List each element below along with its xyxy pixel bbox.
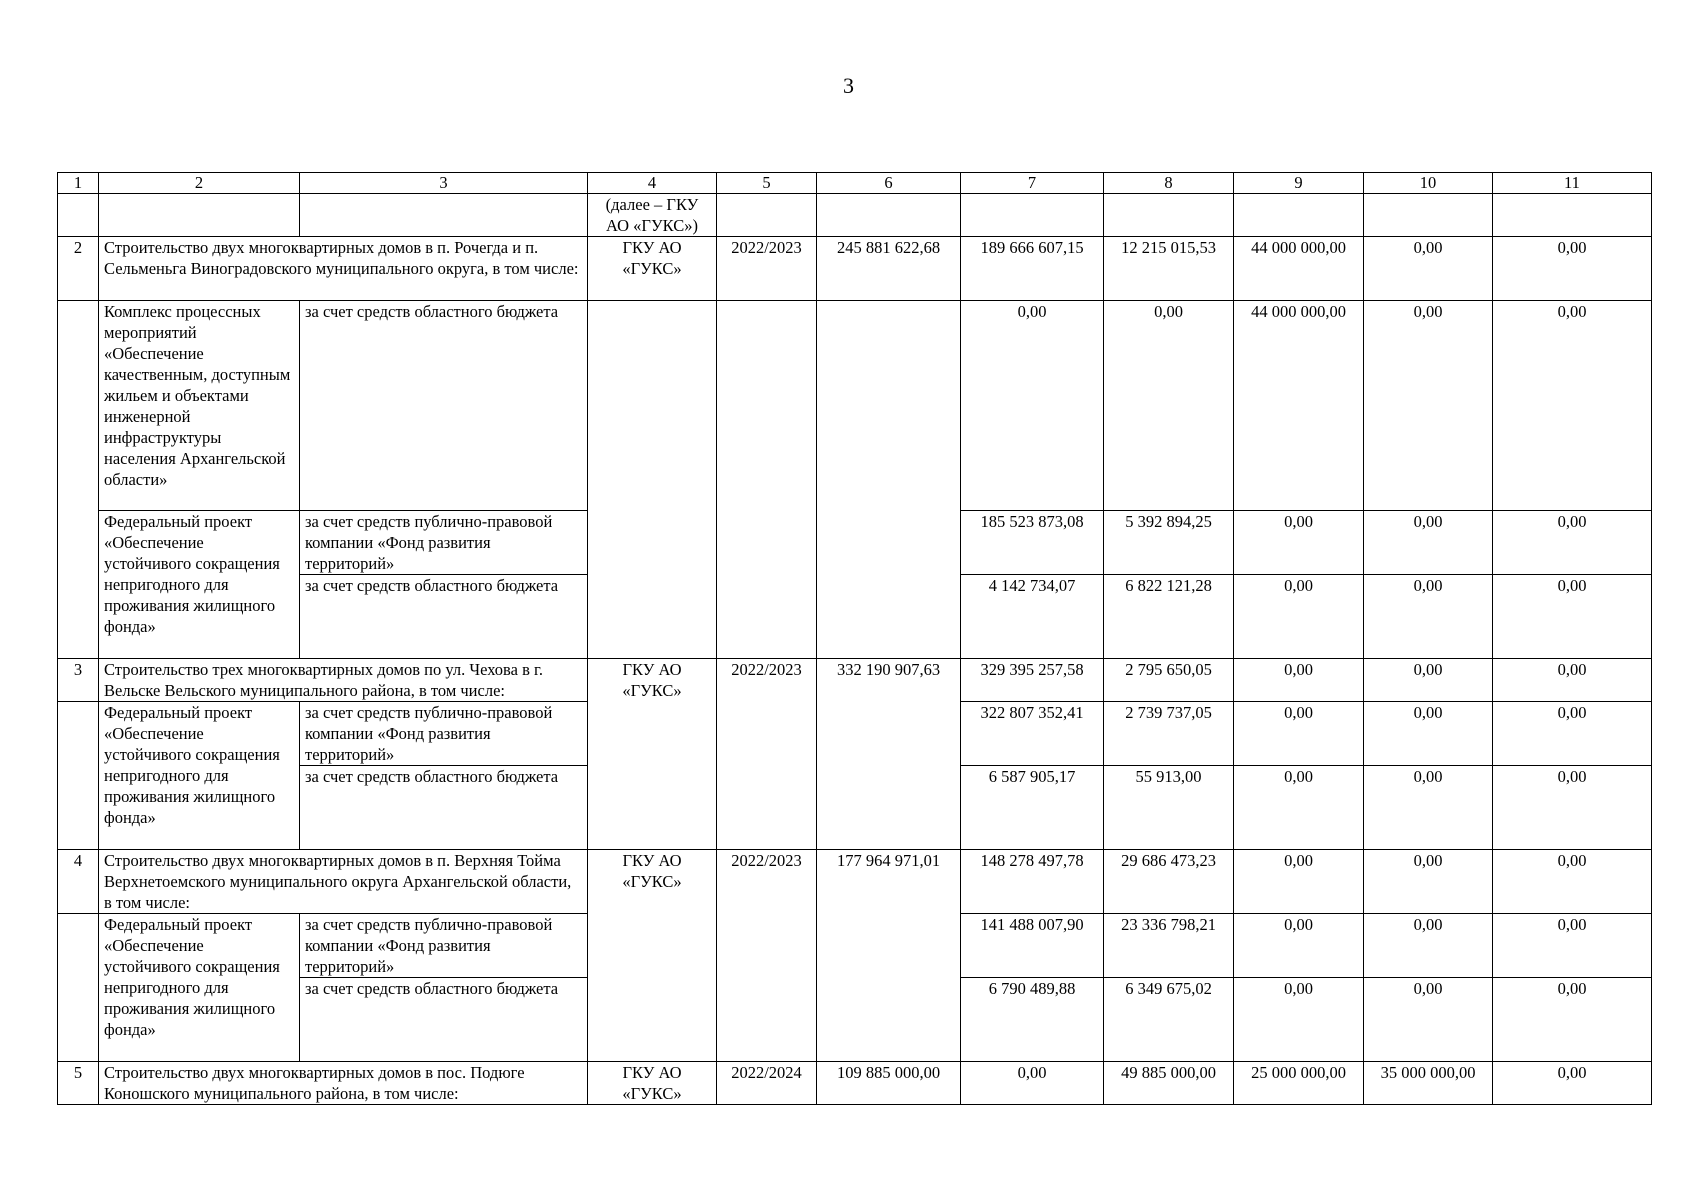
- value-col9: 44 000 000,00: [1234, 301, 1364, 511]
- value-col7: 322 807 352,41: [961, 702, 1104, 766]
- funding-source: за счет средств публично-правовой компании «Фонд развития территорий»: [300, 702, 588, 766]
- value-col7: 4 142 734,07: [961, 575, 1104, 659]
- value-col9: 0,00: [1234, 850, 1364, 914]
- value-col8: 29 686 473,23: [1104, 850, 1234, 914]
- value-col7: 189 666 607,15: [961, 237, 1104, 301]
- value-col8: 2 795 650,05: [1104, 659, 1234, 702]
- value-col10: 0,00: [1364, 301, 1493, 511]
- value-col9: 0,00: [1234, 511, 1364, 575]
- table-row: [58, 659, 1652, 702]
- funding-source: за счет средств областного бюджета: [300, 301, 588, 511]
- object-title: Строительство двух многоквартирных домов в п. Рочегда и п. Сельменьга Виноградовского муниципального округа, в том числе:: [99, 237, 588, 301]
- table-row: [58, 237, 1652, 301]
- row-number: 3: [58, 659, 99, 702]
- value-col7: 185 523 873,08: [961, 511, 1104, 575]
- program-name: Федеральный проект «Обеспечение устойчивого сокращения непригодного для проживания жилищного фонда»: [99, 702, 300, 850]
- continuation-row: [58, 194, 1652, 237]
- value-col10: 0,00: [1364, 850, 1493, 914]
- funding-source: за счет средств областного бюджета: [300, 978, 588, 1062]
- period-cell: 2022/2024: [717, 1062, 817, 1105]
- column-number: 8: [1104, 173, 1234, 194]
- value-col8: 55 913,00: [1104, 766, 1234, 850]
- value-col9: 25 000 000,00: [1234, 1062, 1364, 1105]
- value-col8: 6 349 675,02: [1104, 978, 1234, 1062]
- column-number: 6: [817, 173, 961, 194]
- value-col10: 0,00: [1364, 511, 1493, 575]
- value-col9: 0,00: [1234, 914, 1364, 978]
- value-col11: 0,00: [1493, 978, 1652, 1062]
- value-col9: 0,00: [1234, 575, 1364, 659]
- value-col10: 35 000 000,00: [1364, 1062, 1493, 1105]
- total-cost: 177 964 971,01: [817, 850, 961, 1062]
- object-title: Строительство трех многоквартирных домов по ул. Чехова в г. Вельске Вельского муниципального района, в том числе:: [99, 659, 588, 702]
- value-col8: 6 822 121,28: [1104, 575, 1234, 659]
- value-col7: 148 278 497,78: [961, 850, 1104, 914]
- value-col11: 0,00: [1493, 766, 1652, 850]
- row-number: 2: [58, 237, 99, 301]
- table-row: [58, 1062, 1652, 1105]
- value-col10: 0,00: [1364, 766, 1493, 850]
- value-col11: 0,00: [1493, 702, 1652, 766]
- value-col9: 0,00: [1234, 659, 1364, 702]
- program-name: Федеральный проект «Обеспечение устойчивого сокращения непригодного для проживания жилищного фонда»: [99, 511, 300, 659]
- budget-table: [57, 172, 1652, 1105]
- column-number: 7: [961, 173, 1104, 194]
- column-number: 9: [1234, 173, 1364, 194]
- table-row: [58, 301, 1652, 511]
- column-number: 2: [99, 173, 300, 194]
- executor-cell: ГКУ АО «ГУКС»: [588, 237, 717, 301]
- row-number: 5: [58, 1062, 99, 1105]
- value-col10: 0,00: [1364, 659, 1493, 702]
- column-number: 11: [1493, 173, 1652, 194]
- table-row: [58, 850, 1652, 914]
- page-number: 3: [843, 73, 854, 98]
- funding-source: за счет средств публично-правовой компании «Фонд развития территорий»: [300, 511, 588, 575]
- total-cost: 245 881 622,68: [817, 237, 961, 301]
- funding-source: за счет средств областного бюджета: [300, 575, 588, 659]
- value-col8: 23 336 798,21: [1104, 914, 1234, 978]
- total-cost: 109 885 000,00: [817, 1062, 961, 1105]
- column-number: 5: [717, 173, 817, 194]
- value-col7: 6 587 905,17: [961, 766, 1104, 850]
- value-col11: 0,00: [1493, 659, 1652, 702]
- period-cell: 2022/2023: [717, 237, 817, 301]
- executor-cell: (далее – ГКУ АО «ГУКС»): [588, 194, 717, 237]
- program-name: Комплекс процессных мероприятий «Обеспечение качественным, доступным жильем и объектами инженерной инфраструктуры населения Архангельской области»: [99, 301, 300, 511]
- column-number: 4: [588, 173, 717, 194]
- period-cell: 2022/2023: [717, 850, 817, 1062]
- value-col7: 329 395 257,58: [961, 659, 1104, 702]
- value-col10: 0,00: [1364, 914, 1493, 978]
- value-col11: 0,00: [1493, 914, 1652, 978]
- value-col10: 0,00: [1364, 237, 1493, 301]
- value-col10: 0,00: [1364, 978, 1493, 1062]
- value-col11: 0,00: [1493, 301, 1652, 511]
- value-col11: 0,00: [1493, 575, 1652, 659]
- total-cost: 332 190 907,63: [817, 659, 961, 850]
- column-number: 1: [58, 173, 99, 194]
- value-col9: 0,00: [1234, 702, 1364, 766]
- value-col7: 0,00: [961, 1062, 1104, 1105]
- value-col10: 0,00: [1364, 575, 1493, 659]
- value-col11: 0,00: [1493, 237, 1652, 301]
- column-number-row: [58, 173, 1652, 194]
- executor-cell: ГКУ АО «ГУКС»: [588, 850, 717, 1062]
- value-col11: 0,00: [1493, 511, 1652, 575]
- value-col10: 0,00: [1364, 702, 1493, 766]
- row-number: 4: [58, 850, 99, 914]
- value-col11: 0,00: [1493, 850, 1652, 914]
- value-col7: 141 488 007,90: [961, 914, 1104, 978]
- value-col9: 0,00: [1234, 978, 1364, 1062]
- value-col8: 49 885 000,00: [1104, 1062, 1234, 1105]
- value-col8: 12 215 015,53: [1104, 237, 1234, 301]
- executor-cell: ГКУ АО «ГУКС»: [588, 659, 717, 850]
- period-cell: 2022/2023: [717, 659, 817, 850]
- executor-cell: ГКУ АО «ГУКС»: [588, 1062, 717, 1105]
- value-col9: 44 000 000,00: [1234, 237, 1364, 301]
- value-col8: 0,00: [1104, 301, 1234, 511]
- column-number: 10: [1364, 173, 1493, 194]
- object-title: Строительство двух многоквартирных домов в пос. Подюге Коношского муниципального района, в том числе:: [99, 1062, 588, 1105]
- value-col7: 6 790 489,88: [961, 978, 1104, 1062]
- program-name: Федеральный проект «Обеспечение устойчивого сокращения непригодного для проживания жилищного фонда»: [99, 914, 300, 1062]
- column-number: 3: [300, 173, 588, 194]
- funding-source: за счет средств публично-правовой компании «Фонд развития территорий»: [300, 914, 588, 978]
- value-col7: 0,00: [961, 301, 1104, 511]
- value-col9: 0,00: [1234, 766, 1364, 850]
- object-title: Строительство двух многоквартирных домов в п. Верхняя Тойма Верхнетоемского муниципального округа Архангельской области, в том числе:: [99, 850, 588, 914]
- value-col8: 5 392 894,25: [1104, 511, 1234, 575]
- value-col11: 0,00: [1493, 1062, 1652, 1105]
- funding-source: за счет средств областного бюджета: [300, 766, 588, 850]
- value-col8: 2 739 737,05: [1104, 702, 1234, 766]
